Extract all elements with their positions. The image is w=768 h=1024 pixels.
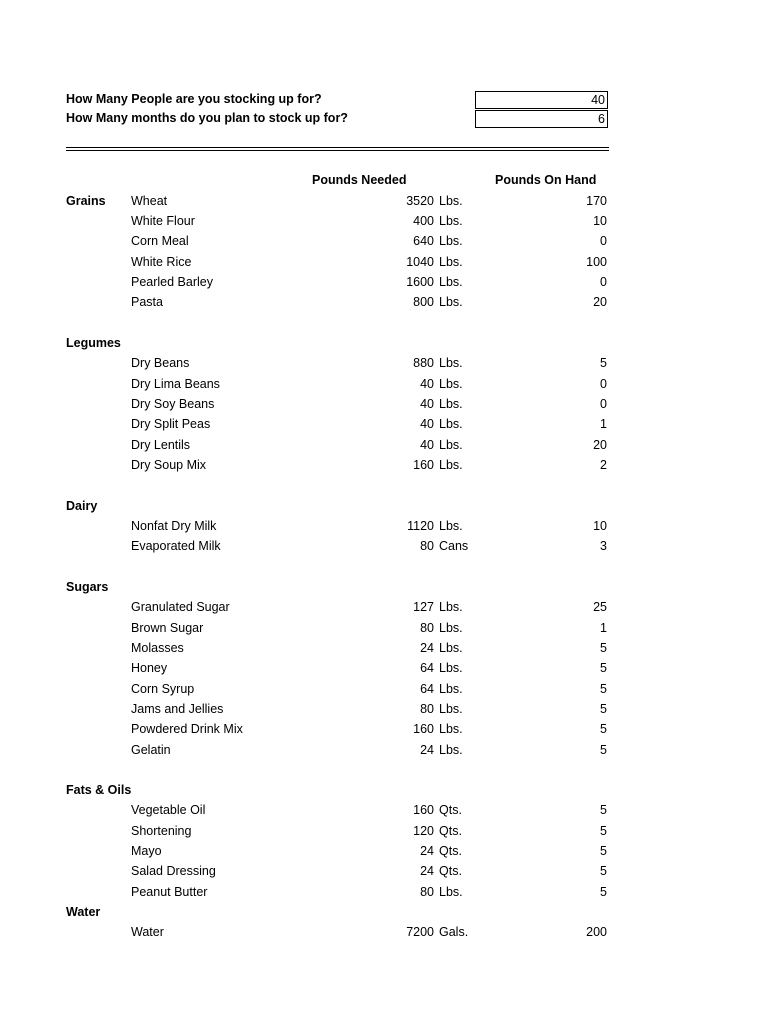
months-question-label: How Many months do you plan to stock up for? (66, 111, 348, 125)
people-question-label: How Many People are you stocking up for? (66, 92, 322, 106)
item-needed-value: 7200 (406, 925, 434, 939)
item-on-hand-value: 25 (593, 600, 607, 614)
item-unit: Lbs. (439, 194, 463, 208)
item-on-hand-value: 5 (600, 824, 607, 838)
item-name: Pearled Barley (131, 275, 213, 289)
item-on-hand-value: 20 (593, 295, 607, 309)
category-label: Fats & Oils (66, 783, 132, 797)
item-name: Dry Split Peas (131, 417, 211, 431)
item-unit: Lbs. (439, 295, 463, 309)
item-needed-value: 24 (420, 743, 434, 757)
item-unit: Lbs. (439, 743, 463, 757)
item-unit: Lbs. (439, 255, 463, 269)
item-needed-value: 1040 (406, 255, 434, 269)
item-needed-value: 160 (413, 803, 434, 817)
item-needed-value: 64 (420, 682, 434, 696)
item-name: Peanut Butter (131, 885, 208, 899)
item-needed-value: 80 (420, 539, 434, 553)
item-unit: Lbs. (439, 702, 463, 716)
months-count-input[interactable]: 6 (475, 110, 608, 128)
item-name: Dry Lima Beans (131, 377, 220, 391)
category-label: Sugars (66, 580, 109, 594)
item-name: Wheat (131, 194, 168, 208)
item-unit: Lbs. (439, 661, 463, 675)
category-label: Water (66, 905, 101, 919)
item-needed-value: 3520 (406, 194, 434, 208)
item-on-hand-value: 2 (600, 458, 607, 472)
item-on-hand-value: 0 (600, 275, 607, 289)
item-needed-value: 24 (420, 641, 434, 655)
item-on-hand-value: 1 (600, 417, 607, 431)
item-unit: Lbs. (439, 621, 463, 635)
item-unit: Lbs. (439, 417, 463, 431)
people-count-input[interactable]: 40 (475, 91, 608, 109)
item-on-hand-value: 5 (600, 864, 607, 878)
item-name: Powdered Drink Mix (131, 722, 243, 736)
item-name: Honey (131, 661, 168, 675)
item-name: Granulated Sugar (131, 600, 230, 614)
item-needed-value: 1120 (407, 519, 434, 533)
item-on-hand-value: 3 (600, 539, 607, 553)
item-on-hand-value: 0 (600, 397, 607, 411)
item-needed-value: 800 (413, 295, 434, 309)
item-needed-value: 127 (413, 600, 434, 614)
item-name: White Flour (131, 214, 195, 228)
item-unit: Cans (439, 539, 469, 553)
item-needed-value: 80 (420, 621, 434, 635)
item-on-hand-value: 5 (600, 885, 607, 899)
item-name: Pasta (131, 295, 163, 309)
divider-line-bottom (66, 150, 609, 151)
divider-line-top (66, 147, 609, 148)
item-unit: Lbs. (439, 641, 463, 655)
item-name: Dry Soup Mix (131, 458, 207, 472)
item-on-hand-value: 200 (586, 925, 607, 939)
item-needed-value: 1600 (406, 275, 434, 289)
item-unit: Qts. (439, 864, 462, 878)
item-name: Evaporated Milk (131, 539, 221, 553)
item-name: Vegetable Oil (131, 803, 206, 817)
item-on-hand-value: 100 (586, 255, 607, 269)
category-label: Legumes (66, 336, 121, 350)
item-unit: Lbs. (439, 885, 463, 899)
pounds-needed-header: Pounds Needed (312, 173, 407, 187)
item-on-hand-value: 5 (600, 356, 607, 370)
item-name: Dry Lentils (131, 438, 191, 452)
item-name: Dry Soy Beans (131, 397, 215, 411)
item-unit: Lbs. (439, 234, 463, 248)
item-needed-value: 40 (420, 397, 434, 411)
item-name: Shortening (131, 824, 192, 838)
item-on-hand-value: 5 (600, 844, 607, 858)
item-needed-value: 120 (413, 824, 434, 838)
item-needed-value: 40 (420, 438, 434, 452)
item-needed-value: 40 (420, 377, 434, 391)
item-unit: Lbs. (439, 397, 463, 411)
item-unit: Lbs. (439, 377, 463, 391)
item-on-hand-value: 5 (600, 682, 607, 696)
item-on-hand-value: 5 (600, 722, 607, 736)
item-unit: Lbs. (439, 356, 463, 370)
item-needed-value: 24 (420, 844, 434, 858)
item-on-hand-value: 0 (600, 377, 607, 391)
item-name: Corn Syrup (131, 682, 195, 696)
item-needed-value: 64 (420, 661, 434, 675)
item-on-hand-value: 20 (593, 438, 607, 452)
item-name: Salad Dressing (131, 864, 216, 878)
item-needed-value: 24 (420, 864, 434, 878)
item-on-hand-value: 10 (593, 519, 607, 533)
item-name: Gelatin (131, 743, 171, 757)
category-label: Dairy (66, 499, 98, 513)
item-on-hand-value: 5 (600, 803, 607, 817)
item-name: Mayo (131, 844, 162, 858)
item-on-hand-value: 5 (600, 743, 607, 757)
item-name: Corn Meal (131, 234, 189, 248)
item-needed-value: 80 (420, 885, 434, 899)
item-needed-value: 160 (413, 458, 434, 472)
item-unit: Qts. (439, 803, 462, 817)
item-on-hand-value: 5 (600, 702, 607, 716)
item-name: Molasses (131, 641, 184, 655)
item-on-hand-value: 1 (600, 621, 607, 635)
item-unit: Lbs. (439, 722, 463, 736)
item-unit: Lbs. (439, 458, 463, 472)
item-unit: Qts. (439, 824, 462, 838)
item-on-hand-value: 5 (600, 661, 607, 675)
item-unit: Gals. (439, 925, 469, 939)
item-name: Dry Beans (131, 356, 190, 370)
item-unit: Lbs. (439, 600, 463, 614)
pounds-on-hand-header: Pounds On Hand (495, 173, 597, 187)
item-unit: Lbs. (439, 214, 463, 228)
item-unit: Lbs. (439, 438, 463, 452)
item-needed-value: 160 (413, 722, 434, 736)
item-on-hand-value: 0 (600, 234, 607, 248)
item-needed-value: 640 (413, 234, 434, 248)
item-needed-value: 40 (420, 417, 434, 431)
item-unit: Lbs. (439, 519, 463, 533)
item-unit: Lbs. (439, 275, 463, 289)
item-needed-value: 400 (413, 214, 434, 228)
item-name: Brown Sugar (131, 621, 204, 635)
item-unit: Lbs. (439, 682, 463, 696)
item-name: Nonfat Dry Milk (131, 519, 217, 533)
item-name: Jams and Jellies (131, 702, 224, 716)
item-needed-value: 80 (420, 702, 434, 716)
item-needed-value: 880 (413, 356, 434, 370)
item-on-hand-value: 5 (600, 641, 607, 655)
item-name: Water (131, 925, 164, 939)
item-unit: Qts. (439, 844, 462, 858)
item-on-hand-value: 10 (593, 214, 607, 228)
item-name: White Rice (131, 255, 192, 269)
item-on-hand-value: 170 (586, 194, 607, 208)
category-label: Grains (66, 194, 106, 208)
